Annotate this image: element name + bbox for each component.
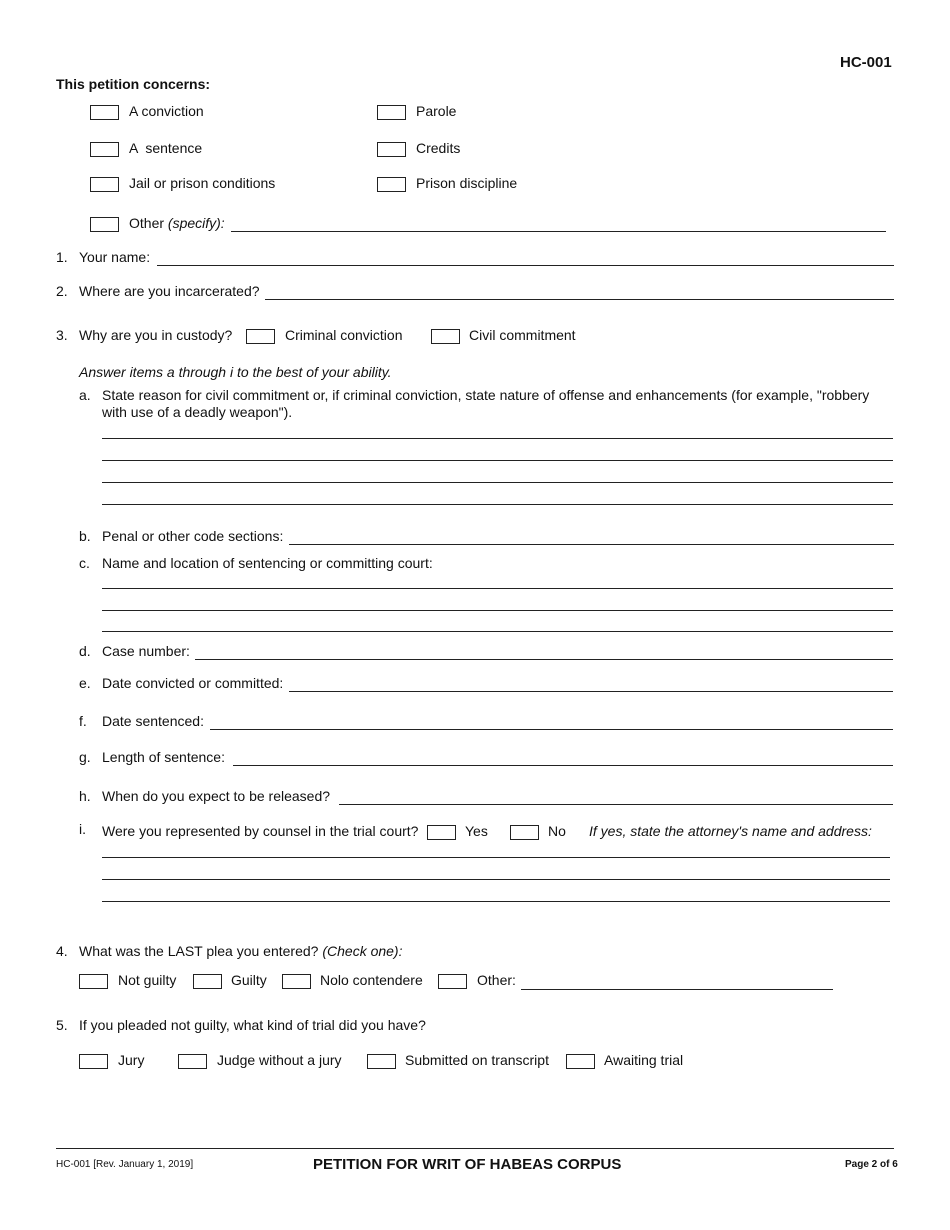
checkbox-sentence[interactable] (90, 142, 119, 157)
q3a-answer-line-3[interactable] (102, 482, 893, 483)
q3e-letter: e. (79, 675, 91, 691)
checkbox-nolo-contendere[interactable] (282, 974, 311, 989)
checkbox-not-guilty[interactable] (79, 974, 108, 989)
q3c-letter: c. (79, 555, 90, 571)
q3a-answer-line-4[interactable] (102, 504, 893, 505)
checkbox-submitted-transcript[interactable] (367, 1054, 396, 1069)
label-judge-without-jury: Judge without a jury (217, 1052, 342, 1068)
q3e-label: Date convicted or committed: (102, 675, 284, 691)
label-credits: Credits (416, 140, 461, 156)
footer-revision: HC-001 [Rev. January 1, 2019] (56, 1159, 194, 1170)
checkbox-parole[interactable] (377, 105, 406, 120)
label-parole: Parole (416, 103, 457, 119)
checkbox-other[interactable] (90, 217, 119, 232)
footer-rule (56, 1148, 894, 1149)
label-awaiting-trial: Awaiting trial (604, 1052, 684, 1068)
label-jail-conditions: Jail or prison conditions (129, 175, 276, 191)
q5-number: 5. (56, 1017, 68, 1033)
case-number-line[interactable] (195, 659, 893, 660)
q3h-letter: h. (79, 788, 91, 804)
footer-page-number: Page 2 of 6 (845, 1159, 898, 1170)
checkbox-guilty[interactable] (193, 974, 222, 989)
q2-number: 2. (56, 283, 68, 299)
checkbox-judge-without-jury[interactable] (178, 1054, 207, 1069)
checkbox-prison-discipline[interactable] (377, 177, 406, 192)
label-sentence: A sentence (129, 140, 203, 156)
label-civil-commitment: Civil commitment (469, 327, 576, 343)
q5-label: If you pleaded not guilty, what kind of trial did you have? (79, 1017, 426, 1033)
code-sections-line[interactable] (289, 544, 894, 545)
date-sentenced-line[interactable] (210, 729, 893, 730)
release-date-line[interactable] (339, 804, 893, 805)
q3f-label: Date sentenced: (102, 713, 204, 729)
q3a-answer-line-2[interactable] (102, 460, 893, 461)
checkbox-jury[interactable] (79, 1054, 108, 1069)
other-specify-line[interactable] (231, 231, 886, 232)
q4-label: What was the LAST plea you entered? (Check one): (79, 943, 403, 959)
name-line[interactable] (157, 265, 894, 266)
q3c-label: Name and location of sentencing or committing court: (102, 555, 433, 571)
q4-number: 4. (56, 943, 68, 959)
q2-label: Where are you incarcerated? (79, 283, 260, 299)
sentence-length-line[interactable] (233, 765, 893, 766)
label-criminal-conviction: Criminal conviction (285, 327, 403, 343)
attorney-line-2[interactable] (102, 879, 890, 880)
label-not-guilty: Not guilty (118, 972, 177, 988)
checkbox-jail-conditions[interactable] (90, 177, 119, 192)
label-nolo-contendere: Nolo contendere (320, 972, 423, 988)
q1-label: Your name: (79, 249, 151, 265)
q3a-letter: a. (79, 387, 91, 403)
label-plea-other: Other: (477, 972, 516, 988)
q3g-letter: g. (79, 749, 91, 765)
footer-title: PETITION FOR WRIT OF HABEAS CORPUS (313, 1156, 622, 1173)
checkbox-counsel-yes[interactable] (427, 825, 456, 840)
q1-number: 1. (56, 249, 68, 265)
q3-instructions: Answer items a through i to the best of your ability. (79, 364, 392, 380)
checkbox-credits[interactable] (377, 142, 406, 157)
checkbox-counsel-no[interactable] (510, 825, 539, 840)
q3d-label: Case number: (102, 643, 190, 659)
q3i-label: Were you represented by counsel in the trial court? (102, 823, 419, 839)
q3f-letter: f. (79, 713, 87, 729)
q3d-letter: d. (79, 643, 91, 659)
date-convicted-line[interactable] (289, 691, 893, 692)
q3b-letter: b. (79, 528, 91, 544)
checkbox-awaiting-trial[interactable] (566, 1054, 595, 1069)
label-other: Other (specify): (129, 215, 225, 231)
label-prison-discipline: Prison discipline (416, 175, 518, 191)
q3g-label: Length of sentence: (102, 749, 225, 765)
q3b-label: Penal or other code sections: (102, 528, 284, 544)
plea-other-line[interactable] (521, 989, 833, 990)
label-counsel-yes: Yes (465, 823, 488, 839)
q3i-letter: i. (79, 821, 86, 837)
checkbox-conviction[interactable] (90, 105, 119, 120)
q3a-answer-line-1[interactable] (102, 438, 893, 439)
attorney-line-3[interactable] (102, 901, 890, 902)
q3-label: Why are you in custody? (79, 327, 233, 343)
incarcerated-line[interactable] (265, 299, 894, 300)
label-submitted-transcript: Submitted on transcript (405, 1052, 549, 1068)
q3a-text-line2: with use of a deadly weapon"). (102, 404, 293, 420)
label-conviction: A conviction (129, 103, 204, 119)
q3-number: 3. (56, 327, 68, 343)
concerns-title: This petition concerns: (56, 76, 211, 92)
label-jury: Jury (118, 1052, 145, 1068)
court-line-2[interactable] (102, 610, 893, 611)
checkbox-civil-commitment[interactable] (431, 329, 460, 344)
label-counsel-no: No (548, 823, 566, 839)
checkbox-plea-other[interactable] (438, 974, 467, 989)
q3i-note: If yes, state the attorney's name and address: (589, 823, 872, 839)
label-guilty: Guilty (231, 972, 267, 988)
court-line-3[interactable] (102, 631, 893, 632)
checkbox-criminal-conviction[interactable] (246, 329, 275, 344)
form-id: HC-001 (840, 54, 892, 71)
attorney-line-1[interactable] (102, 857, 890, 858)
court-line-1[interactable] (102, 588, 893, 589)
q3a-text-line1: State reason for civil commitment or, if criminal conviction, state nature of offense and enhancements (for example, "robbery (102, 387, 870, 403)
q3h-label: When do you expect to be released? (102, 788, 331, 804)
